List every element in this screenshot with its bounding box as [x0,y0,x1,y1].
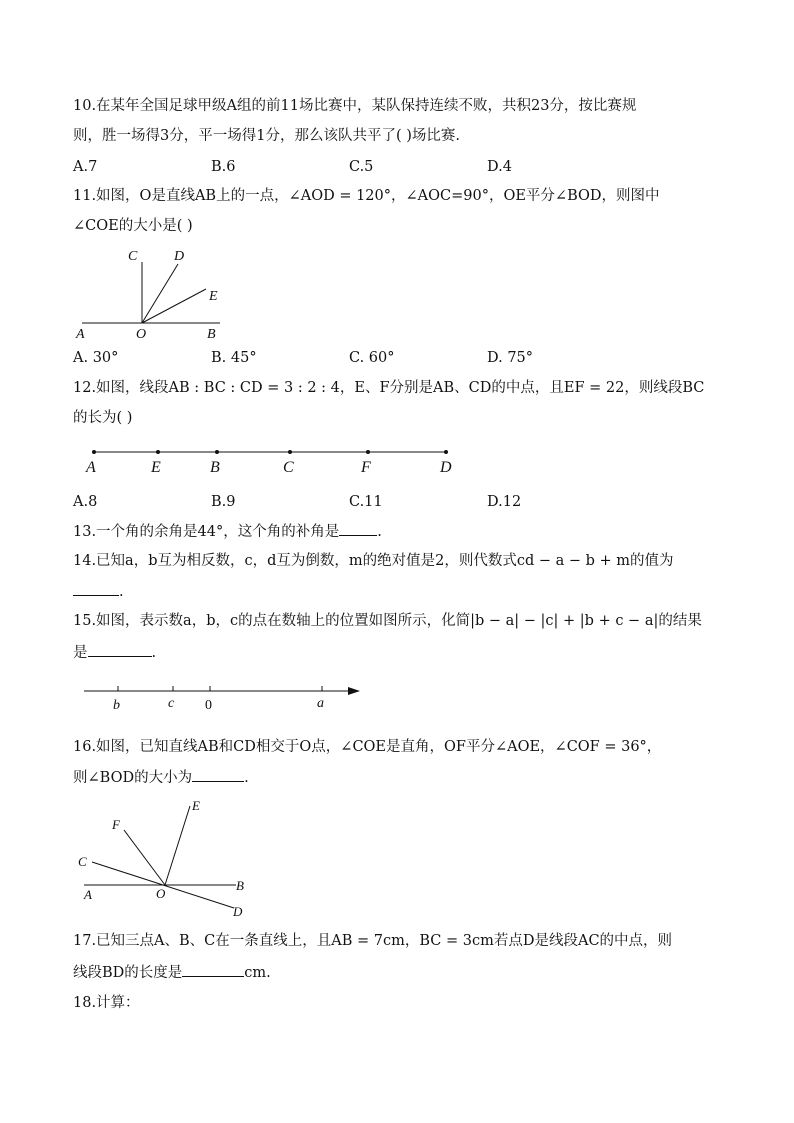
q15-line2 [73,642,156,663]
q17-line1: 17.已知三点A、B、C在一条直线上，且AB = 7cm，BC = 3cm若点D是线段AC的中点，则 [73,933,673,949]
q10-option-b: B.6 [211,159,236,175]
q16-line1: 16.如图，已知直线AB和CD相交于O点，∠COE是直角，OF平分∠AOE，∠COF = 36°， [73,739,662,755]
q11-option-c: C. 60° [349,350,395,366]
q10-option-d: D.4 [487,159,512,175]
q16-label-b: B [236,878,244,893]
q12-label-f: F [361,459,371,476]
q17-unit: cm. [244,965,271,981]
q11-line2: ∠COE的大小是( ) [73,218,193,234]
q16-ray-of [124,830,165,885]
q11-label-o: O [136,327,147,342]
q11-ray-od [142,264,178,323]
q12-point-f [366,450,370,454]
q15-label-a: a [317,696,324,711]
q13-line [73,521,382,542]
q12-line2: 的长为( ) [73,410,133,426]
q12-option-a: A.8 [73,494,98,510]
q15-label-c: c [168,696,175,711]
q12-label-c: C [283,459,294,476]
q12-segment-figure [78,442,458,478]
q15-number-axis [80,680,370,714]
q12-point-c [288,450,292,454]
q14-answer-blank[interactable] [73,581,119,596]
q12-option-b: B.9 [211,494,236,510]
q11-label-d: D [174,249,185,264]
q12-point-d [444,450,448,454]
q12-label-a: A [86,459,96,476]
q11-label-a: A [76,327,85,342]
q16-label-e: E [192,798,200,813]
q16-label-a: A [84,887,92,902]
q16-label-f: F [112,817,120,832]
q11-option-b: B. 45° [211,350,257,366]
q10-line1: 10.在某年全国足球甲级A组的前11场比赛中，某队保持连续不败，共积23分，按比赛规 [73,98,637,114]
q16-label-c: C [78,854,87,869]
q11-label-e: E [209,289,218,304]
q16-label-d: D [233,904,243,919]
q13-text: 13.一个角的余角是44°，这个角的补角是 [73,524,340,540]
q16-text-end: 则∠BOD的大小为 [73,770,193,786]
q15-answer-blank[interactable] [88,642,152,657]
q10-option-a: A.7 [73,159,98,175]
q12-point-b [215,450,219,454]
q14-end: . [119,584,124,600]
q15-text-end: 是 [73,645,88,661]
q12-label-e: E [151,459,161,476]
q12-option-c: C.11 [349,494,383,510]
q15-axis-arrow-icon [348,687,360,695]
q16-answer-blank[interactable] [192,767,244,782]
q15-label-0: 0 [205,698,212,713]
q15-line1: 15.如图，表示数a，b，c的点在数轴上的位置如图所示，化简|b − a| − |c| + |b + c − a|的结果 [73,613,702,629]
q17-answer-blank[interactable] [182,962,244,977]
q12-label-b: B [210,459,220,476]
q17-text-end: 线段BD的长度是 [73,965,183,981]
q12-point-a [92,450,96,454]
q14-line2 [73,581,124,602]
q15-end: . [151,645,157,661]
q16-end: . [244,770,249,786]
q16-label-o: O [156,886,166,901]
q16-intersecting-lines-figure [74,796,264,922]
q12-label-d: D [440,459,452,476]
q12-option-d: D.12 [487,494,522,510]
q11-angle-figure [70,242,240,344]
q13-end: . [377,524,382,540]
q15-label-b: b [113,698,120,713]
q11-ray-oe [142,289,206,323]
q12-line1: 12.如图，线段AB : BC : CD = 3 : 2 : 4，E、F分别是AB、CD的中点，且EF = 22，则线段BC [73,380,705,396]
q11-line1: 11.如图，O是直线AB上的一点，∠AOD = 120°，∠AOC=90°，OE平分∠BOD，则图中 [73,188,660,204]
q14-line1: 14.已知a，b互为相反数，c，d互为倒数，m的绝对值是2，则代数式cd − a − b + m的值为 [73,553,674,569]
q11-label-b: B [207,327,216,342]
q16-ray-oe [165,806,190,885]
q10-option-c: C.5 [349,159,374,175]
q11-label-c: C [128,249,138,264]
q10-line2: 则，胜一场得3分，平一场得1分，那么该队共平了( )场比赛. [73,128,460,144]
q13-answer-blank[interactable] [339,521,377,536]
q12-point-e [156,450,160,454]
q16-line2 [73,767,249,788]
q11-option-a: A. 30° [73,350,119,366]
q18-line: 18.计算： [73,995,140,1011]
q11-option-d: D. 75° [487,350,534,366]
q17-line2 [73,962,271,983]
